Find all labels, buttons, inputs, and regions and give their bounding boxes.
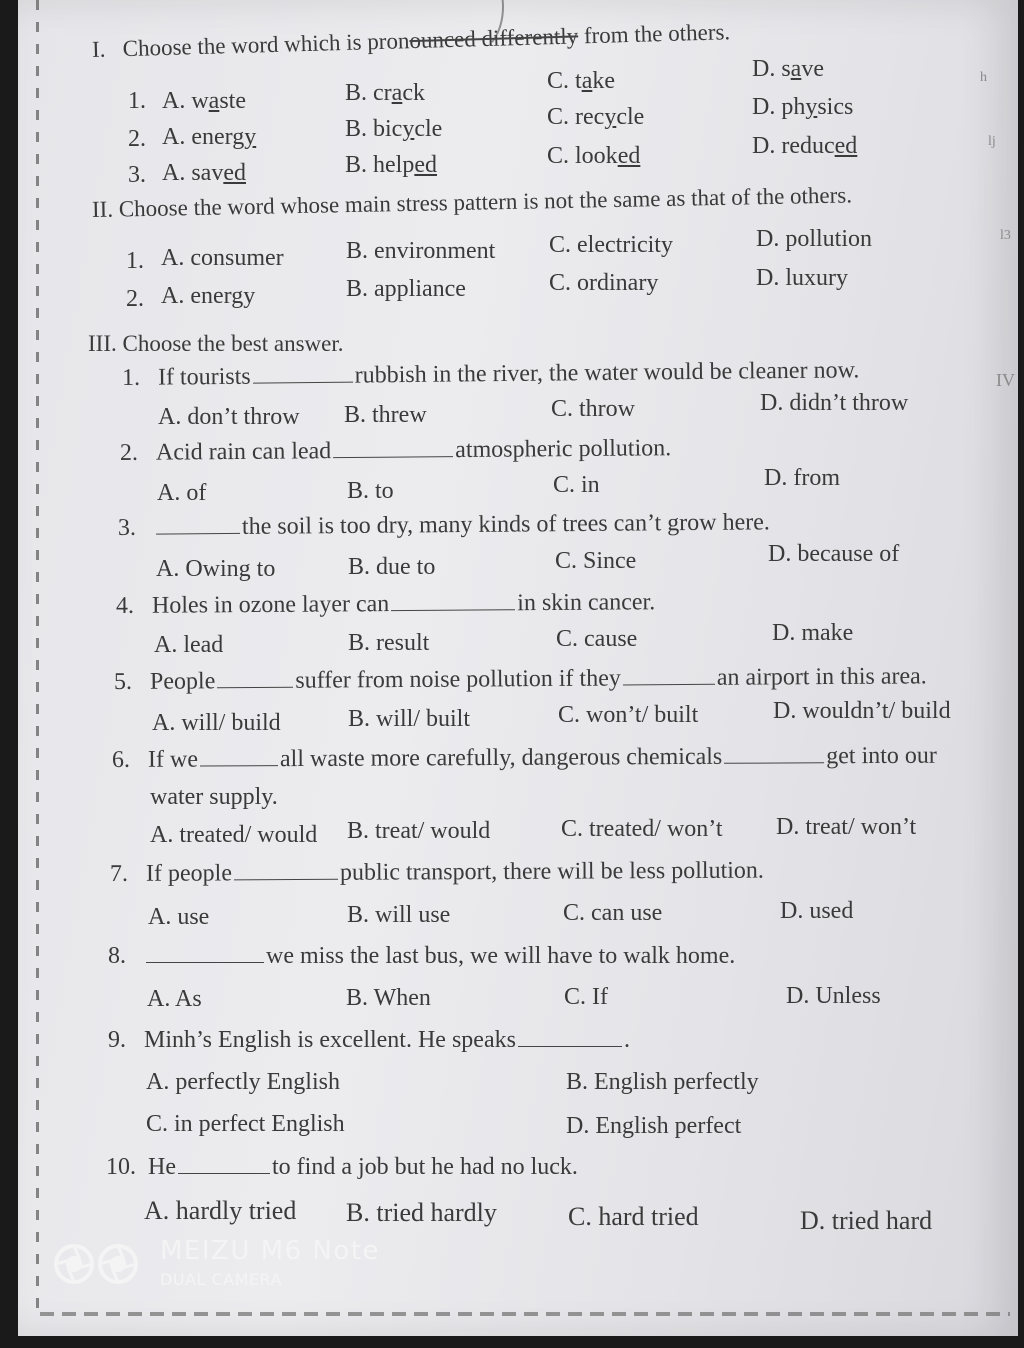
option-b[interactable]: B. English perfectly bbox=[566, 1069, 759, 1095]
option-c[interactable]: C. take bbox=[547, 68, 615, 94]
option-d[interactable]: D. from bbox=[764, 465, 840, 491]
question-stem: 4. Holes in ozone layer can in skin cancer. bbox=[115, 589, 656, 619]
option-a[interactable]: A. waste bbox=[162, 88, 246, 114]
option-c[interactable]: C. hard tried bbox=[568, 1202, 699, 1231]
option-a[interactable]: A. perfectly English bbox=[146, 1069, 340, 1095]
option-b[interactable]: B. result bbox=[348, 630, 430, 656]
answer-blank[interactable] bbox=[217, 669, 293, 689]
option-d[interactable]: D. treat/ won’t bbox=[776, 814, 917, 840]
margin-note: IV bbox=[996, 370, 1015, 390]
option-b[interactable]: B. threw bbox=[344, 402, 427, 428]
option-d[interactable]: D. Unless bbox=[786, 983, 881, 1009]
option-a[interactable]: A. treated/ would bbox=[150, 822, 318, 848]
section1-heading: I. Choose the word which is pronounced differently from the others. bbox=[91, 19, 731, 62]
option-d[interactable]: D. English perfect bbox=[566, 1113, 742, 1139]
option-a[interactable]: A. energy bbox=[161, 283, 256, 309]
option-b[interactable]: B. helped bbox=[345, 152, 437, 178]
option-d[interactable]: D. save bbox=[752, 56, 824, 82]
answer-blank[interactable] bbox=[146, 944, 264, 963]
option-d[interactable]: D. wouldn’t/ build bbox=[773, 698, 951, 724]
option-b[interactable]: B. will use bbox=[347, 902, 451, 928]
answer-blank[interactable] bbox=[518, 1028, 622, 1047]
binding-edge bbox=[30, 0, 44, 1320]
option-d[interactable]: D. didn’t throw bbox=[760, 390, 909, 416]
question-stem: 6. If we all waste more carefully, dangerous chemicals get into our bbox=[111, 742, 937, 773]
answer-blank[interactable] bbox=[391, 591, 515, 611]
question-stem: 10. He to find a job but he had no luck. bbox=[106, 1154, 578, 1180]
option-d[interactable]: D. used bbox=[780, 898, 854, 924]
option-c[interactable]: C. can use bbox=[563, 900, 663, 926]
answer-blank[interactable] bbox=[333, 438, 453, 458]
answer-blank[interactable] bbox=[623, 666, 715, 686]
option-c[interactable]: C. ordinary bbox=[549, 270, 659, 296]
option-a[interactable]: A. saved bbox=[162, 160, 246, 186]
option-b[interactable]: B. tried hardly bbox=[346, 1198, 497, 1227]
margin-note: l3 bbox=[1000, 228, 1011, 243]
option-c[interactable]: C. electricity bbox=[549, 232, 673, 258]
option-b[interactable]: B. When bbox=[346, 985, 431, 1011]
answer-blank[interactable] bbox=[156, 515, 240, 535]
aperture-logo-icon bbox=[52, 1240, 142, 1288]
watermark-brand: MEIZU M6 Note bbox=[160, 1236, 380, 1266]
margin-note: h bbox=[980, 70, 987, 85]
option-b[interactable]: B. crack bbox=[345, 80, 425, 106]
question-stem-continued: water supply. bbox=[150, 784, 278, 810]
option-c[interactable]: C. in perfect English bbox=[146, 1111, 345, 1137]
option-c[interactable]: C. If bbox=[564, 984, 608, 1010]
option-c[interactable]: C. throw bbox=[551, 396, 635, 422]
option-a[interactable]: A. lead bbox=[154, 632, 224, 658]
option-d[interactable]: D. pollution bbox=[756, 226, 873, 252]
margin-note: lj bbox=[988, 134, 996, 149]
section3-heading: III. Choose the best answer. bbox=[88, 331, 344, 356]
option-b[interactable]: B. treat/ would bbox=[347, 818, 491, 844]
option-d[interactable]: D. luxury bbox=[756, 265, 848, 291]
option-d[interactable]: D. make bbox=[772, 620, 854, 646]
option-a[interactable]: A. energy bbox=[162, 124, 257, 150]
question-stem: 9. Minh’s English is excellent. He speaks . bbox=[108, 1027, 630, 1053]
dashed-edge bbox=[40, 1312, 1010, 1316]
option-a[interactable]: A. of bbox=[157, 480, 207, 506]
question-stem: 8. we miss the last bus, we will have to walk home. bbox=[108, 943, 736, 969]
option-c[interactable]: C. Since bbox=[555, 548, 637, 574]
option-d[interactable]: D. because of bbox=[768, 541, 900, 567]
option-c[interactable]: C. recycle bbox=[547, 104, 645, 130]
answer-blank[interactable] bbox=[234, 861, 338, 881]
section2-heading: II. Choose the word whose main stress pattern is not the same as that of the others. bbox=[91, 182, 853, 222]
watermark-subtitle: DUAL CAMERA bbox=[160, 1270, 282, 1289]
option-c[interactable]: C. in bbox=[553, 472, 600, 498]
option-c[interactable]: C. treated/ won’t bbox=[561, 816, 723, 842]
option-c[interactable]: C. cause bbox=[556, 626, 638, 652]
option-c[interactable]: C. won’t/ built bbox=[558, 702, 699, 728]
option-a[interactable]: A. Owing to bbox=[156, 556, 276, 582]
question-stem: 7. If people public transport, there will be less pollution. bbox=[109, 857, 764, 887]
option-b[interactable]: B. due to bbox=[348, 554, 436, 580]
question-stem: 5. People suffer from noise pollution if they an airport in this area. bbox=[113, 663, 927, 695]
option-a[interactable]: A. use bbox=[148, 904, 210, 930]
option-c[interactable]: C. looked bbox=[547, 143, 641, 169]
answer-blank[interactable] bbox=[253, 364, 353, 384]
option-d[interactable]: D. reduced bbox=[752, 133, 858, 159]
question-stem: 1. If tourists rubbish in the river, the water would be cleaner now. bbox=[121, 357, 860, 391]
answer-blank[interactable] bbox=[200, 747, 278, 766]
option-a[interactable]: A. consumer bbox=[161, 245, 284, 271]
question-stem: 2. Acid rain can lead atmospheric pollution. bbox=[119, 435, 672, 466]
answer-blank[interactable] bbox=[178, 1155, 270, 1174]
option-d[interactable]: D. tried hard bbox=[800, 1206, 933, 1235]
question-stem: 3. the soil is too dry, many kinds of trees can’t grow here. bbox=[117, 509, 770, 541]
option-a[interactable]: A. As bbox=[147, 986, 202, 1012]
answer-blank[interactable] bbox=[724, 744, 824, 764]
option-b[interactable]: B. to bbox=[347, 478, 394, 504]
option-a[interactable]: A. hardly tried bbox=[144, 1196, 297, 1225]
option-b[interactable]: B. environment bbox=[346, 238, 496, 264]
option-b[interactable]: B. will/ built bbox=[348, 706, 471, 732]
option-b[interactable]: B. bicycle bbox=[345, 116, 443, 142]
option-b[interactable]: B. appliance bbox=[346, 276, 466, 302]
option-d[interactable]: D. physics bbox=[752, 94, 854, 120]
option-a[interactable]: A. don’t throw bbox=[158, 404, 300, 430]
option-a[interactable]: A. will/ build bbox=[152, 710, 281, 736]
